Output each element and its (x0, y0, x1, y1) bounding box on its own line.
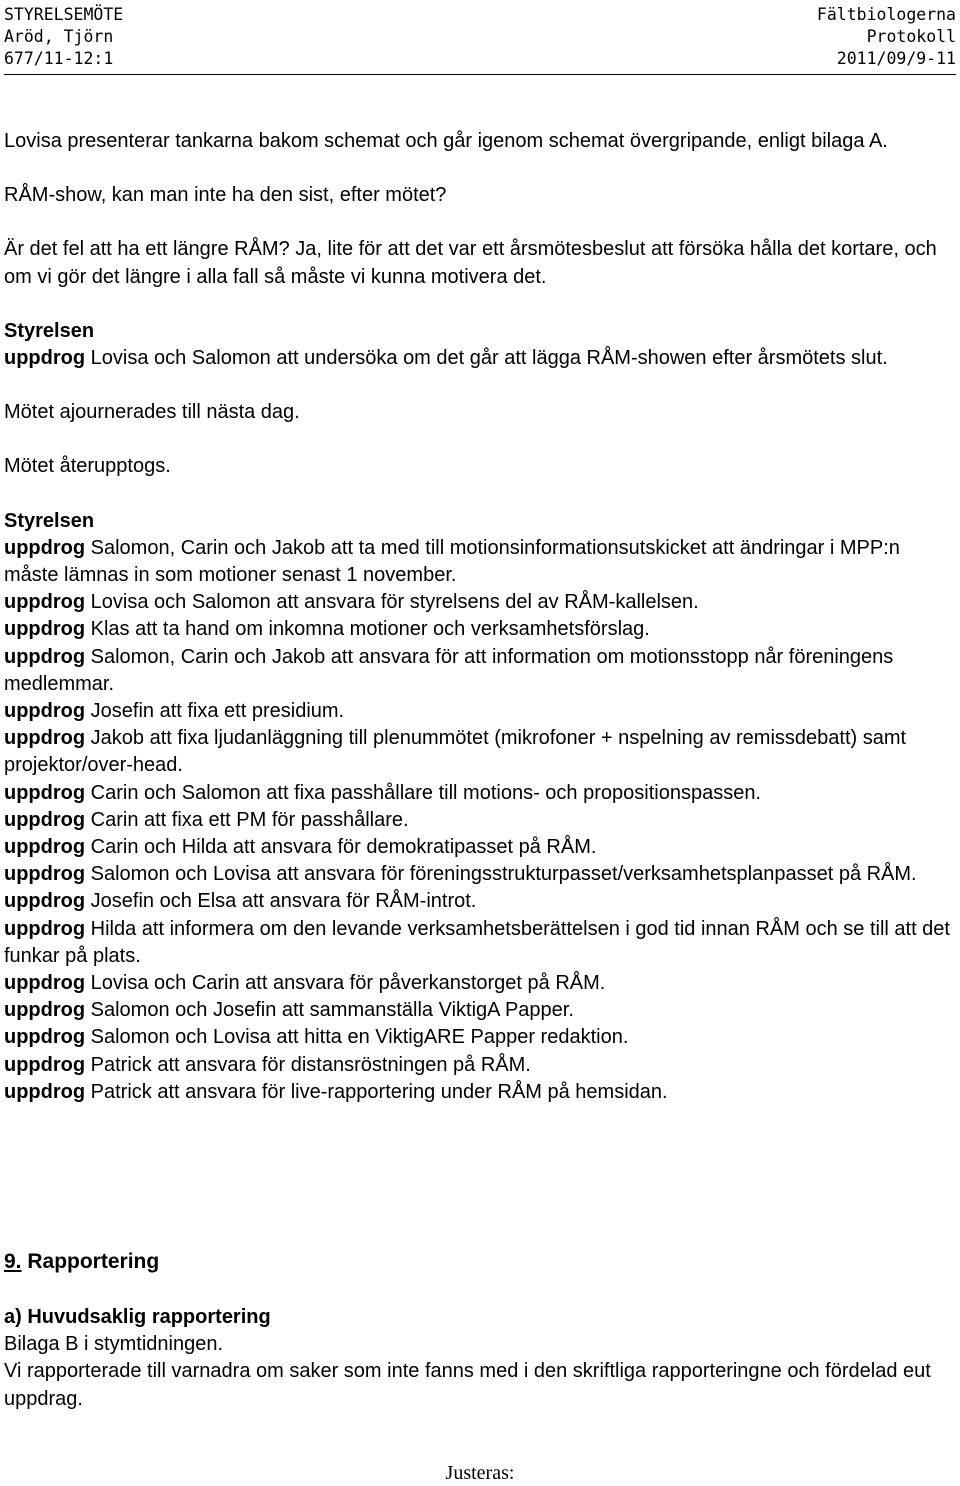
section-number: 9. (4, 1250, 22, 1273)
assignment (4, 644, 956, 698)
assignment-keyword: uppdrog (4, 972, 86, 995)
assignment (4, 888, 956, 915)
section-title: Rapportering (21, 1250, 160, 1273)
assignment-keyword: uppdrog (4, 536, 86, 559)
assignment-keyword: uppdrog (4, 1053, 86, 1076)
header-divider (4, 74, 956, 75)
assignment-keyword: uppdrog (4, 999, 86, 1022)
subsection-heading: a) Huvudsaklig rapportering (4, 1306, 271, 1328)
assignment-keyword: uppdrog (4, 836, 86, 859)
assignment-keyword: uppdrog (4, 591, 86, 614)
assignment (4, 345, 956, 372)
header-ref: 677/11-12:1 (4, 49, 114, 68)
assignment-keyword: uppdrog (4, 1026, 86, 1049)
header-location: Aröd, Tjörn (4, 27, 114, 46)
assignment (4, 780, 956, 807)
decision-heading: Styrelsen (4, 319, 95, 342)
assignment (4, 616, 956, 643)
assignment-text: Patrick att ansvara för distansröstningen på RÅM. (85, 1053, 531, 1076)
assignment-keyword: uppdrog (4, 890, 86, 913)
header-title: STYRELSEMÖTE (4, 5, 124, 24)
paragraph: Lovisa presenterar tankarna bakom schemat och går igenom schemat övergripande, enligt bilaga A. (4, 130, 888, 152)
paragraph: Mötet återupptogs. (4, 455, 171, 478)
assignment (4, 916, 956, 970)
page-header (4, 4, 956, 70)
assignment (4, 861, 956, 888)
assignment-text: Salomon, Carin och Jakob att ta med till motionsinformationsutskicket att ändringar i MPP:n måste lämnas in som motioner senast 1 november. (4, 536, 900, 587)
header-date: 2011/09/9-11 (836, 49, 956, 68)
assignment-keyword: uppdrog (4, 863, 86, 886)
assignment (4, 725, 956, 779)
assignment-keyword: uppdrog (4, 645, 86, 668)
assignment (4, 997, 956, 1024)
assignment-keyword: uppdrog (4, 727, 86, 750)
assignment (4, 1052, 956, 1079)
assignment (4, 698, 956, 725)
assignment-keyword: uppdrog (4, 808, 86, 831)
header-doctype: Protokoll (866, 27, 956, 46)
assignment-text: Patrick att ansvara för live-rapportering under RÅM på hemsidan. (85, 1080, 668, 1103)
paragraph: RÅM-show, kan man inte ha den sist, efter mötet? (4, 184, 447, 207)
assignment (4, 1024, 956, 1051)
paragraph: Vi rapporterade till varnadra om saker som inte fanns med i den skriftliga rapporteringne och fördelad eut uppdrag. (4, 1360, 931, 1410)
assignment-text: Salomon och Lovisa att hitta en ViktigARE Papper redaktion. (85, 1026, 629, 1049)
assignment (4, 535, 956, 589)
assignment-text: Lovisa och Salomon att ansvara för styrelsens del av RÅM-kallelsen. (85, 591, 699, 614)
assignment-list (4, 535, 956, 1106)
decision-heading: Styrelsen (4, 509, 95, 532)
document-body (4, 128, 956, 1106)
assignment (4, 834, 956, 861)
assignment-text: Carin att fixa ett PM för passhållare. (85, 808, 409, 831)
assignment (4, 807, 956, 834)
paragraph: Är det fel att ha ett längre RÅM? Ja, lite för att det var ett årsmötesbeslut att försöka hålla det kortare, och om vi gör det längre i alla fall så måste vi kunna motivera det. (4, 238, 937, 288)
assignment-text: Salomon och Lovisa att ansvara för föreningsstrukturpasset/verksamhetsplanpasset på RÅM. (85, 863, 917, 886)
assignment-text: Josefin att fixa ett presidium. (85, 700, 345, 723)
assignment-text: Carin och Salomon att fixa passhållare till motions- och propositionspassen. (85, 781, 761, 804)
assignment-text: Carin och Hilda att ansvara för demokratipasset på RÅM. (85, 836, 597, 859)
section-heading (4, 1250, 159, 1274)
assignment (4, 589, 956, 616)
paragraph: Mötet ajournerades till nästa dag. (4, 401, 300, 424)
assignment-text: Lovisa och Carin att ansvara för påverkanstorget på RÅM. (85, 972, 606, 995)
assignment (4, 1079, 956, 1106)
assignment-text: Klas att ta hand om inkomna motioner och verksamhetsförslag. (85, 618, 650, 641)
assignment-keyword: uppdrog (4, 1080, 86, 1103)
assignment (4, 970, 956, 997)
assignment-keyword: uppdrog (4, 347, 86, 370)
assignment-text: Jakob att fixa ljudanläggning till plenummötet (mikrofoner + nspelning av remissdebatt) samt projektor/over-head. (4, 727, 907, 777)
assignment-text: Hilda att informera om den levande verksamhetsberättelsen i god tid innan RÅM och se till att det funkar på plats. (4, 917, 950, 967)
assignment-text: Salomon och Josefin att sammanställa ViktigA Papper. (85, 999, 574, 1022)
paragraph: Bilaga B i stymtidningen. (4, 1333, 224, 1356)
header-org: Fältbiologerna (816, 5, 956, 24)
assignment-keyword: uppdrog (4, 700, 86, 723)
assignment-keyword: uppdrog (4, 781, 86, 804)
assignment-text: Josefin och Elsa att ansvara för RÅM-introt. (85, 890, 477, 913)
assignment-text: Lovisa och Salomon att undersöka om det går att lägga RÅM-showen efter årsmötets slut. (85, 347, 888, 370)
assignment-keyword: uppdrog (4, 917, 86, 940)
footer-justeras: Justeras: (445, 1462, 515, 1484)
assignment-keyword: uppdrog (4, 618, 86, 641)
section-body (4, 1304, 956, 1413)
assignment-text: Salomon, Carin och Jakob att ansvara för att information om motionsstopp når föreningens medlemmar. (4, 645, 894, 695)
